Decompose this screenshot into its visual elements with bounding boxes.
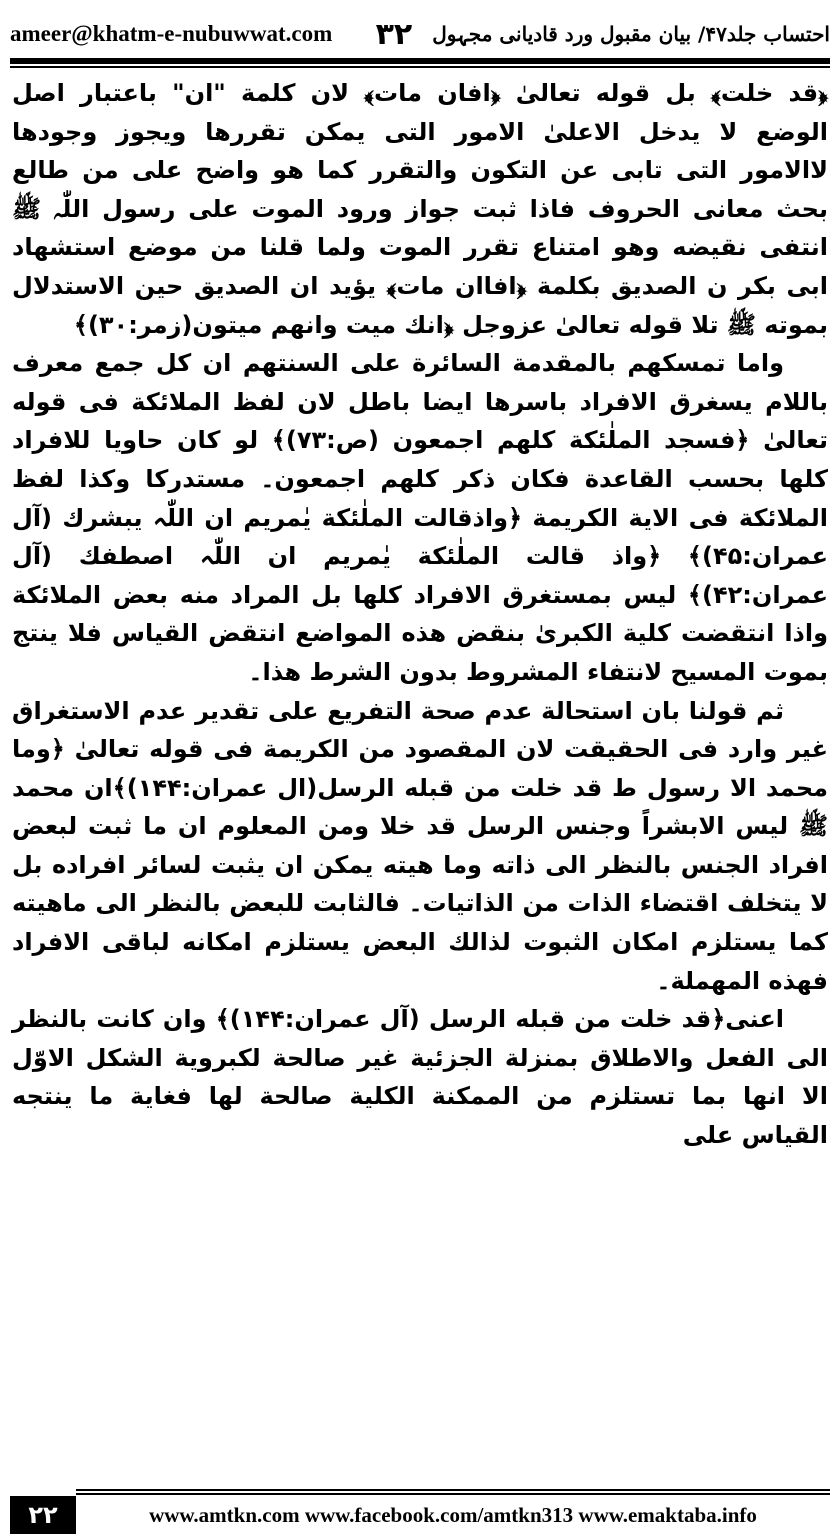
header-email: ameer@khatm-e-nubuwwat.com — [10, 21, 333, 46]
paragraph-3: ثم قولنا بان استحالة عدم صحة التفریع علی تقدیر عدم الاستغراق غیر وارد فی الحقیقت لان المقصود من الکریمة فی قوله تعالیٰ ﴿وما محمد الا رسول ط قد خلت من قبله الرسل(ال عمران:۱۴۴)﴾ان محمد ﷺ لیس الابشراً وجنس الرسل قد خلا ومن المعلوم ان ما ثبت لبعض افراد الجنس بالنظر الی ذاته وما هیته یمکن ان یثبت لسائر افراده بل لا یتخلف اقتضاء الذات من الذاتیات۔ فالثابت للبعض بالنظر الی ماهیته کما یستلزم امکان الثبوت لذالك البعض یستلزم امکانه لباقی الافراد فهذه المهملة۔ — [12, 696, 828, 995]
footer-rule-top — [76, 1489, 830, 1491]
paragraph-1: ﴿قد خلت﴾ بل قوله تعالیٰ ﴿افان مات﴾ لان کلمة "ان" باعتبار اصل الوضع لا یدخل الاعلیٰ الامور التی یمکن تقررها ویجوز وجودها لاالامور التی تابی عن التکون والتقرر کما هو واضح علی من طالع بحث معانی الحروف فاذا ثبت جواز ورود الموت علی رسول اللّٰہ ﷺ انتفی نقیضه وهو امتناع تقرر الموت ولما قلنا من موضع استشهاد ابی بکر ن الصدیق بکلمة ﴿افاان مات﴾ یؤید ان الصدیق حین الاستدلال بموته ﷺ تلا قوله تعالیٰ عزوجل ﴿انك میت وانهم میتون(زمر:۳۰)﴾ — [12, 79, 828, 339]
paragraph-4: اعنی﴿قد خلت من قبله الرسل (آل عمران:۱۴۴)﴾ وان کانت بالنظر الی الفعل والاطلاق بمنزلة الجزئیة غیر صالحة لکبرویة الشکل الاوّل الا انها بما تستلزم من الممکنة الکلیة صالحة لها فغایة ما ینتجه القیاس علی — [12, 1005, 828, 1150]
header-title: احتساب جلد۴۷/ بیان مقبول ورد قادیانی مجہول — [432, 22, 830, 46]
page-header — [10, 14, 830, 54]
footer-urls: www.amtkn.com www.facebook.com/amtkn313 www.emaktaba.info — [149, 1502, 757, 1527]
footer-page-number: ۲۲ — [10, 1496, 76, 1534]
page-footer — [10, 1496, 830, 1534]
footer-rule-bottom — [76, 1493, 830, 1495]
header-rule-thick — [10, 58, 830, 64]
paragraph-2: واما تمسکهم بالمقدمة السائرة علی السنتهم ان کل جمع معرف باللام یسغرق الافراد باسرها ایضا باطل لان لفظ الملائکة فی قوله تعالیٰ ﴿فسجد الملٰئکة کلهم اجمعون (ص:۷۳)﴾ لو کان حاویا للافراد کلها بحسب القاعدة فکان ذکر کلهم اجمعون۔ مستدرکا وکذا لفظ الملائکة فی الایة الکریمة ﴿واذقالت الملٰئکة یٰمریم ان اللّٰہ یبشرك (آل عمران:۴۵)﴾ ﴿واذ قالت الملٰئکة یٰمریم ان اللّٰہ اصطفك (آل عمران:۴۲)﴾ لیس بمستغرق الافراد کلها بل المراد منه بعض الملائکة واذا انتقضت کلیة الکبریٰ بنقض هذه المواضع انتقض القیاس فلا ینتج بموت المسیح لانتفاء المشروط بدون الشرط هذا۔ — [12, 349, 828, 686]
article-body — [12, 74, 828, 1155]
header-right — [376, 17, 830, 52]
header-page-number: ۳۲ — [375, 16, 413, 52]
header-rule-thin — [10, 66, 830, 68]
